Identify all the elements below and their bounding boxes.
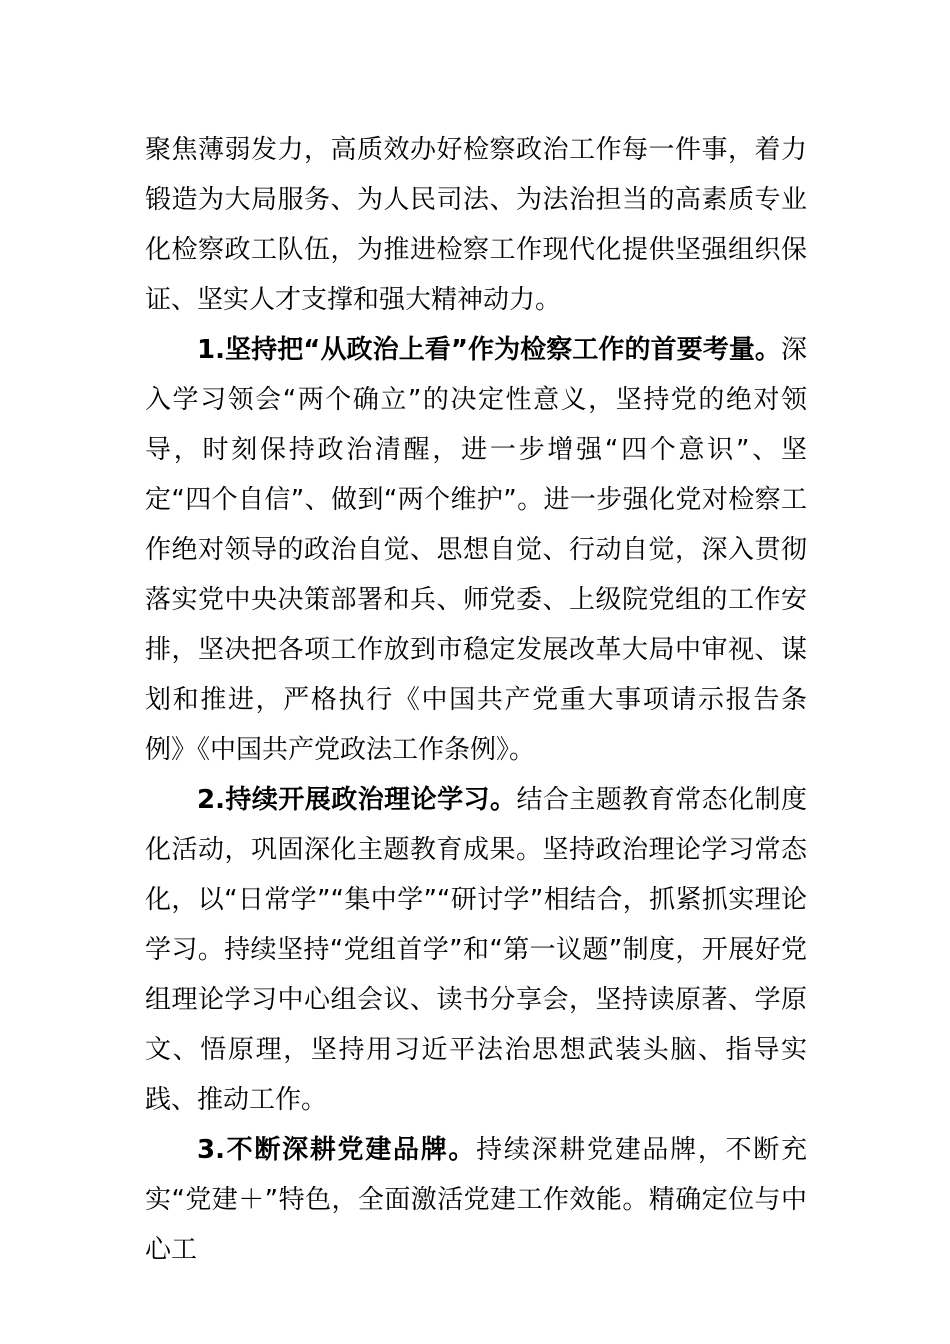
section-3-paragraph	[145, 1125, 807, 1275]
section-2-paragraph	[145, 775, 807, 1125]
section-1-body: 深入学习领会“两个确立”的决定性意义，坚持党的绝对领导，时刻保持政治清醒，进一步增强“四个意识”、坚定“四个自信”、做到“两个维护”。进一步强化党对检察工作绝对领导的政治自觉、思想自觉、行动自觉，深入贯彻落实党中央决策部署和兵、师党委、上级院党组的工作安排，坚决把各项工作放到市稳定发展改革大局中审视、谋划和推进，严格执行《中国共产党重大事项请示报告条例》《中国共产党政法工作条例》。	[145, 335, 807, 765]
section-2-body: 结合主题教育常态化制度化活动，巩固深化主题教育成果。坚持政治理论学习常态化，以“日常学”“集中学”“研讨学”相结合，抓紧抓实理论学习。持续坚持“党组首学”和“第一议题”制度，开展好党组理论学习中心组会议、读书分享会，坚持读原著、学原文、悟原理，坚持用习近平法治思想武装头脑、指导实践、推动工作。	[145, 785, 807, 1115]
section-3-body: 持续深耕党建品牌，不断充实“党建＋”特色，全面激活党建工作效能。精确定位与中心工	[145, 1135, 807, 1265]
section-2-heading: 2.持续开展政治理论学习。	[197, 785, 517, 815]
intro-paragraph: 聚焦薄弱发力，高质效办好检察政治工作每一件事，着力锻造为大局服务、为人民司法、为法治担当的高素质专业化检察政工队伍，为推进检察工作现代化提供坚强组织保证、坚实人才支撑和强大精神动力。	[145, 135, 807, 315]
document-body	[145, 125, 807, 1275]
section-1-paragraph	[145, 325, 807, 775]
section-1-heading: 1.坚持把“从政治上看”作为检察工作的首要考量。	[197, 335, 781, 365]
section-3-heading: 3.不断深耕党建品牌。	[197, 1135, 477, 1165]
